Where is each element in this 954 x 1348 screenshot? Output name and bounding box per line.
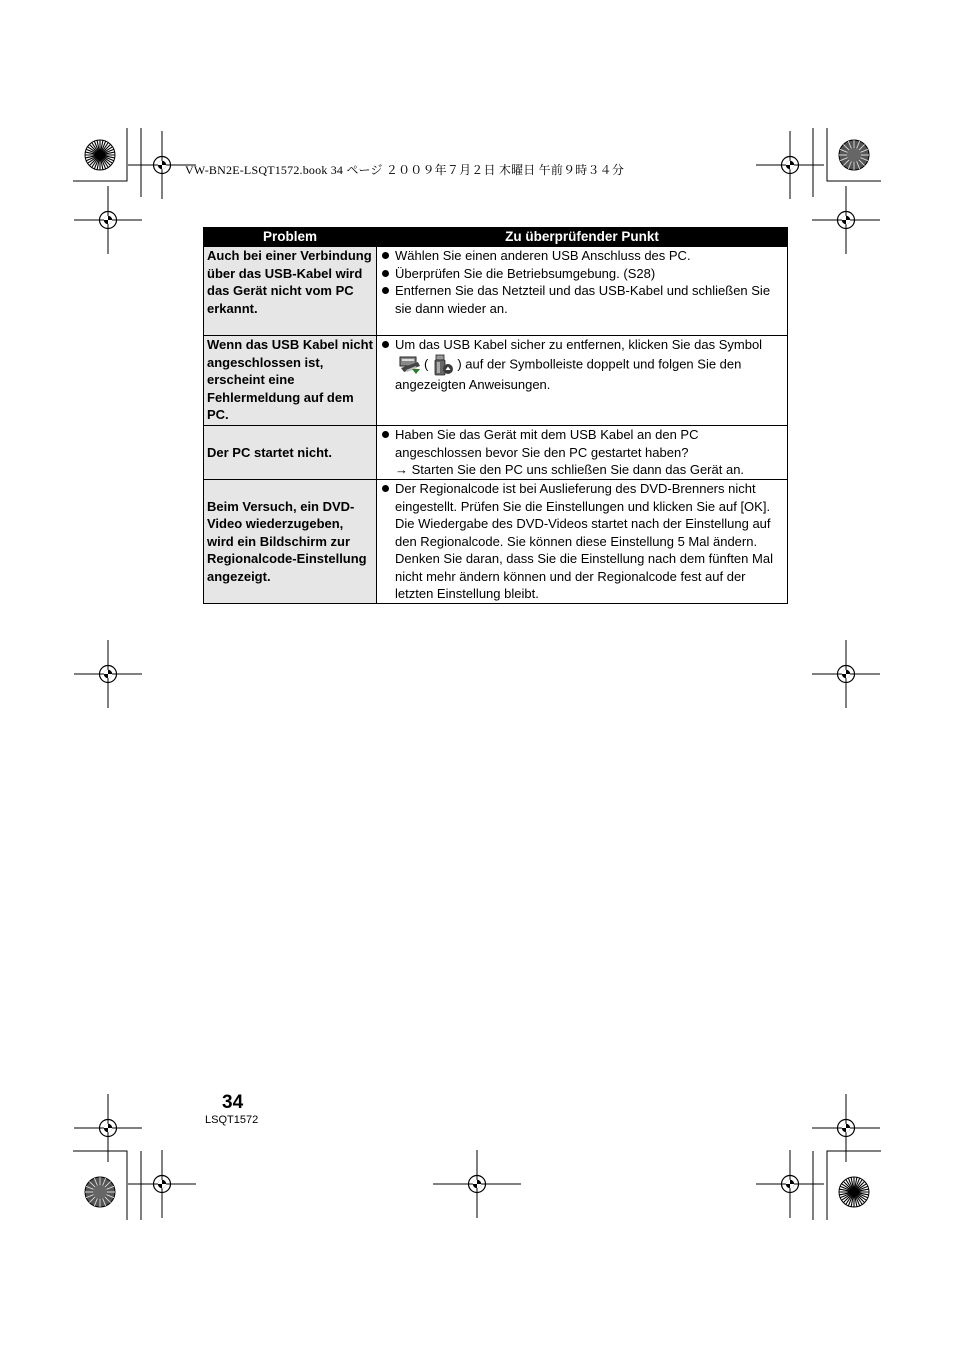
- list-item: [380, 426, 783, 479]
- column-header-check-point: Zu überprüfender Punkt: [377, 228, 788, 247]
- check-list: [380, 480, 783, 603]
- document-code: LSQT1572: [205, 1114, 259, 1126]
- list-item: Entfernen Sie das Netzteil und das USB-Kabel und schließen Sie sie dann wieder an.: [380, 282, 783, 317]
- table-row: [204, 426, 788, 480]
- problem-cell: Der PC startet nicht.: [204, 426, 377, 480]
- list-item: [380, 336, 783, 393]
- page-number: 34: [222, 1092, 244, 1113]
- list-item-text: Haben Sie das Gerät mit dem USB Kabel an den PC angeschlossen bevor Sie den PC gestartet haben?: [395, 427, 699, 460]
- list-item-text: ) auf der Symbolleiste doppelt und folgen Sie den angezeigten Anweisungen.: [395, 355, 742, 392]
- check-list: [380, 247, 783, 317]
- check-list: [380, 336, 783, 393]
- list-item: Überprüfen Sie die Betriebsumgebung. (S28): [380, 265, 783, 283]
- icon-separator-open: (: [424, 355, 429, 371]
- column-header-problem: Problem: [204, 228, 377, 247]
- table-row: [204, 480, 788, 604]
- table-row: [204, 336, 788, 426]
- check-cell: [377, 426, 788, 480]
- check-list: [380, 426, 783, 479]
- list-item: Der Regionalcode ist bei Auslieferung des DVD-Brenners nicht eingestellt. Prüfen Sie die Einstellungen und klicken Sie auf [OK]. Die Wiedergabe des DVD-Videos startet nach der Einstellung auf den Regionalcode. Sie können diese Einstellung 5 Mal ändern. Denken Sie daran, dass Sie die Einstellung nach dem fünften Mal nicht mehr ändern können und der Regionalcode fest auf der letzten Einstellung bleibt.: [380, 480, 783, 603]
- problem-cell: Wenn das USB Kabel nicht angeschlossen ist, erscheint eine Fehlermeldung auf dem PC.: [204, 336, 377, 426]
- list-item: Wählen Sie einen anderen USB Anschluss des PC.: [380, 247, 783, 265]
- check-cell: [377, 336, 788, 426]
- troubleshooting-table: [203, 227, 788, 604]
- table-header-row: [204, 228, 788, 247]
- check-cell: [377, 247, 788, 336]
- problem-cell: Beim Versuch, ein DVD-Video wiederzugeben, wird ein Bildschirm zur Regionalcode-Einstellung angezeigt.: [204, 480, 377, 604]
- safely-remove-hardware-icon: [398, 354, 422, 376]
- list-item-text: Um das USB Kabel sicher zu entfernen, klicken Sie das Symbol: [395, 337, 763, 352]
- problem-cell: Auch bei einer Verbindung über das USB-Kabel wird das Gerät nicht vom PC erkannt.: [204, 247, 377, 336]
- table-row: [204, 247, 788, 336]
- usb-eject-icon: [431, 354, 455, 376]
- arrow-note: → Starten Sie den PC uns schließen Sie dann das Gerät an.: [395, 462, 745, 477]
- print-job-header: VW-BN2E-LSQT1572.book 34 ページ ２００９年７月２日 木曜日 午前９時３４分: [185, 163, 625, 177]
- check-cell: [377, 480, 788, 604]
